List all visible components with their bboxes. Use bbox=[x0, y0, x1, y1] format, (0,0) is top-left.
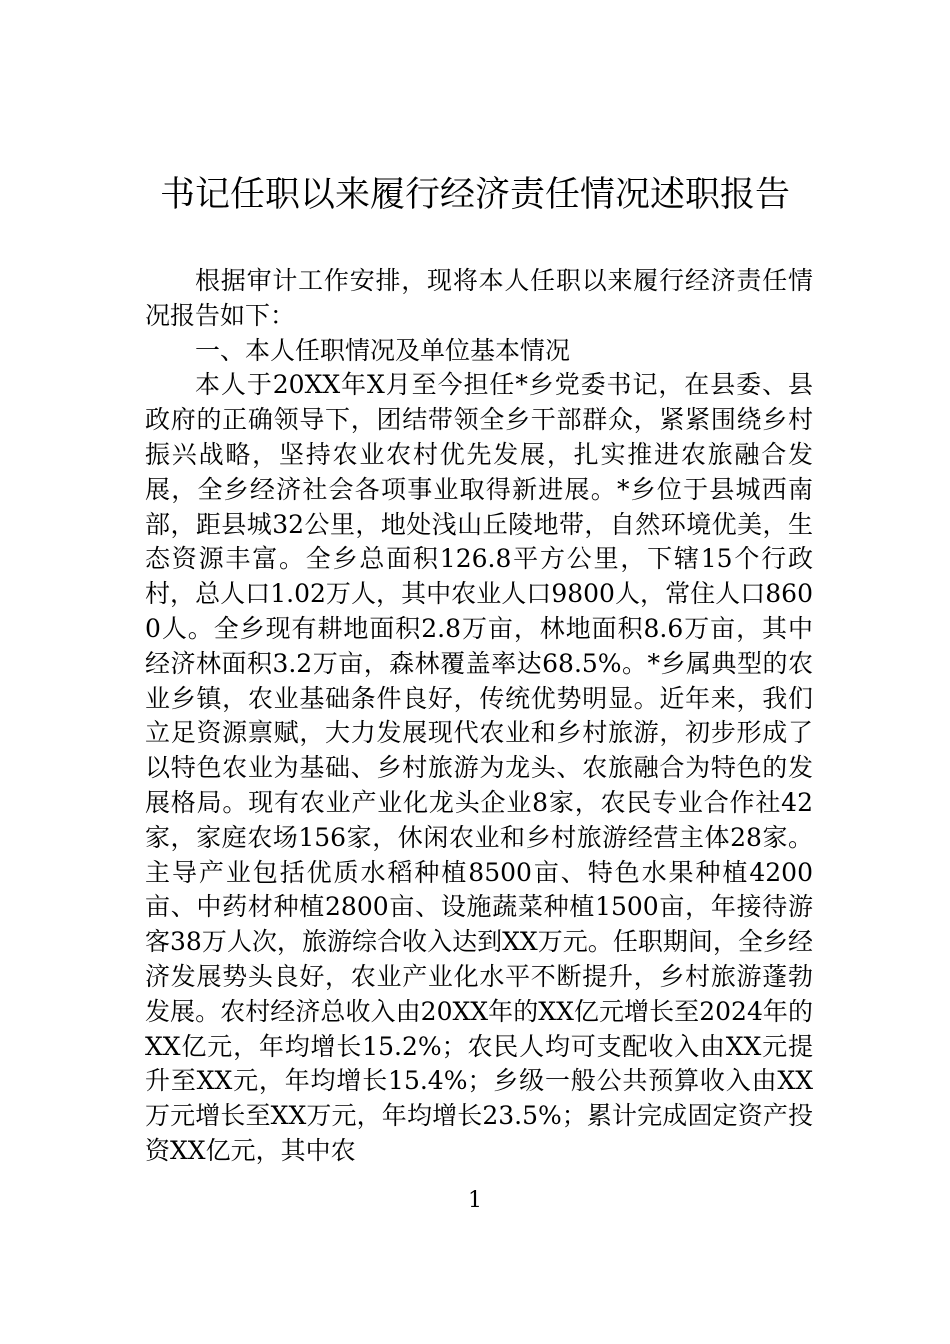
page-number: 1 bbox=[468, 1188, 482, 1213]
document-title: 书记任职以来履行经济责任情况述职报告 bbox=[159, 175, 790, 215]
body-paragraph: 本人于20XX年X月至今担任*乡党委书记，在县委、县政府的正确领导下，团结带领全乡干部群众，紧紧围绕乡村振兴战略，坚持农业农村优先发展，扎实推进农旅融合发展，全乡经济社会各项事业取得新进展。*乡位于县城西南部，距县城32公里，地处浅山丘陵地带，自然环境优美，生态资源丰富。全乡总面积126.8平方公里，下辖15个行政村，总人口1.02万人，其中农业人口9800人，常住人口8600人。全乡现有耕地面积2.8万亩，林地面积8.6万亩，其中经济林面积3.2万亩，森林覆盖率达68.5%。*乡属典型的农业乡镇，农业基础条件良好，传统优势明显。近年来，我们立足资源禀赋，大力发展现代农业和乡村旅游，初步形成了以特色农业为基础、乡村旅游为龙头、农旅融合为特色的发展格局。现有农业产业化龙头企业8家，农民专业合作社42家，家庭农场156家，休闲农业和乡村旅游经营主体28家。主导产业包括优质水稻种植8500亩、特色水果种植4200亩、中药材种植2800亩、设施蔬菜种植1500亩，年接待游客38万人次，旅游综合收入达到XX万元。任职期间，全乡经济发展势头良好，农业产业化水平不断提升，乡村旅游蓬勃发展。农村经济总收入由20XX年的XX亿元增长至2024年的XX亿元，年均增长15.2%；农民人均可支配收入由XX元提升至XX元，年均增长15.4%；乡级一般公共预算收入由XX万元增长至XX万元，年均增长23.5%；累计完成固定资产投资XX亿元，其中农 bbox=[145, 370, 813, 1165]
section-heading: 一、本人任职情况及单位基本情况 bbox=[195, 335, 571, 365]
intro-paragraph: 根据审计工作安排，现将本人任职以来履行经济责任情况报告如下： bbox=[145, 266, 813, 330]
document-body bbox=[145, 264, 813, 1169]
